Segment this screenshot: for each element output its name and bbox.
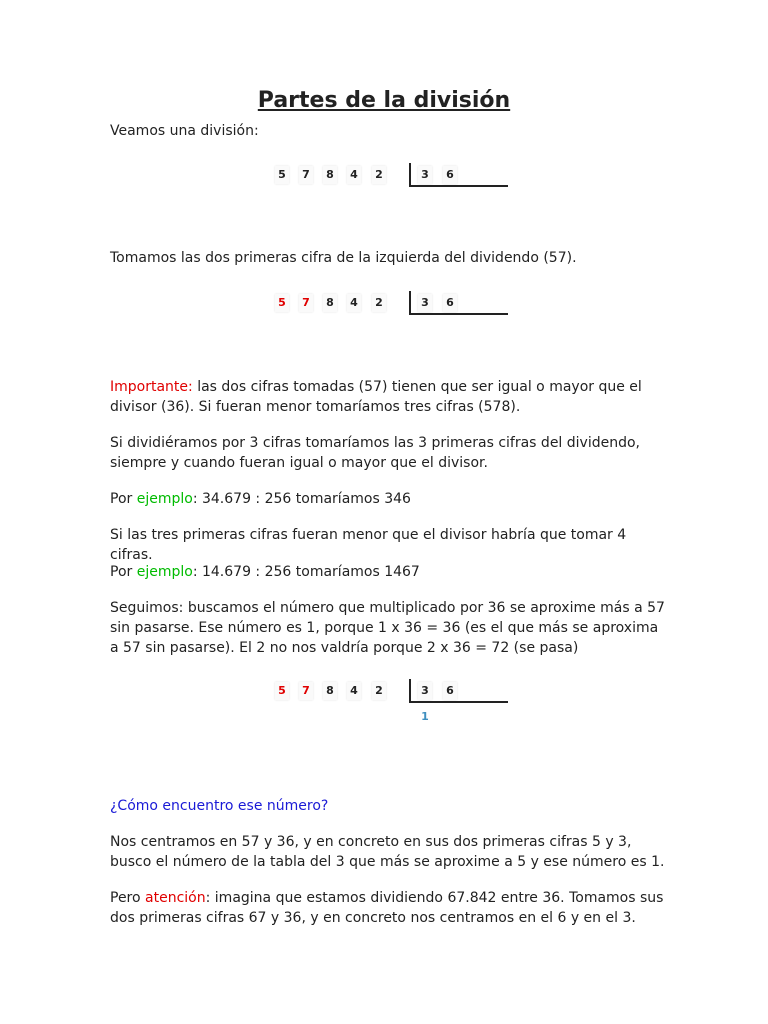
dividend-digit-highlighted: 7 bbox=[299, 294, 313, 312]
dividend-digit: 8 bbox=[323, 166, 337, 184]
ejemplo-prefix: Por bbox=[110, 564, 137, 580]
dividend-digit: 2 bbox=[372, 166, 386, 184]
page-title: Partes de la división bbox=[257, 88, 511, 113]
division-vertical-bar bbox=[409, 163, 411, 185]
paragraph-nos-centramos: Nos centramos en 57 y 36, y en concreto en sus dos primeras cifras 5 y 3, busco el número de la tabla del 3 que más se aproxime a 5 y ese número es 1. bbox=[110, 834, 665, 870]
atencion-text: : imagina que estamos dividiendo 67.842 entre 36. Tomamos sus dos primeras cifras 67 y 36, y en concreto nos centramos en el 6 y en el 3. bbox=[110, 890, 664, 926]
dividend-digit: 8 bbox=[323, 294, 337, 312]
importante-label: Importante: bbox=[110, 379, 193, 395]
paragraph-tomamos: Tomamos las dos primeras cifra de la izquierda del dividendo (57). bbox=[110, 250, 577, 266]
dividend-digit: 7 bbox=[299, 166, 313, 184]
dividend-digit-highlighted: 7 bbox=[299, 682, 313, 700]
paragraph-si-las-tres: Si las tres primeras cifras fueran menor que el divisor habría que tomar 4 cifras. bbox=[110, 527, 627, 563]
paragraph-seguimos: Seguimos: buscamos el número que multiplicado por 36 se aproxime más a 57 sin pasarse. Ese número es 1, porque 1 x 36 = 36 (es el que más se aproxima a 57 sin pasarse). El 2 no nos valdría porque 2 x 36 = 72 (se pasa) bbox=[110, 600, 665, 656]
division-horizontal-bar bbox=[409, 185, 508, 187]
divisor-digit: 3 bbox=[418, 166, 432, 184]
paragraph-atencion bbox=[110, 888, 670, 928]
dividend-digit: 8 bbox=[323, 682, 337, 700]
division-diagram-3 bbox=[275, 682, 525, 722]
paragraph-importante bbox=[110, 377, 670, 417]
ejemplo-word: ejemplo bbox=[136, 491, 193, 507]
divisor-digit: 6 bbox=[443, 682, 457, 700]
divisor-digit: 3 bbox=[418, 294, 432, 312]
dividend-digit: 2 bbox=[372, 682, 386, 700]
question-heading: ¿Cómo encuentro ese número? bbox=[110, 798, 329, 814]
ejemplo-prefix: Por bbox=[110, 491, 137, 507]
division-diagram-2 bbox=[275, 294, 525, 334]
divisor-digit: 6 bbox=[443, 166, 457, 184]
intro-text: Veamos una división: bbox=[110, 123, 259, 139]
division-vertical-bar bbox=[409, 679, 411, 701]
dividend-digit: 5 bbox=[275, 166, 289, 184]
quotient-digit: 1 bbox=[421, 710, 429, 723]
division-horizontal-bar bbox=[409, 313, 508, 315]
dividend-digit: 4 bbox=[347, 682, 361, 700]
paragraph-ejemplo-1 bbox=[110, 489, 670, 509]
paragraph-ejemplo-2 bbox=[110, 562, 670, 582]
dividend-digit: 4 bbox=[347, 166, 361, 184]
division-vertical-bar bbox=[409, 291, 411, 313]
divisor-digit: 6 bbox=[443, 294, 457, 312]
atencion-prefix: Pero bbox=[110, 890, 146, 906]
paragraph-si-dividieramos: Si dividiéramos por 3 cifras tomaríamos las 3 primeras cifras del dividendo, siempre y cuando fueran igual o mayor que el divisor. bbox=[110, 435, 640, 471]
dividend-digit-highlighted: 5 bbox=[275, 682, 289, 700]
ejemplo-word: ejemplo bbox=[136, 564, 193, 580]
atencion-word: atención bbox=[145, 890, 206, 906]
division-horizontal-bar bbox=[409, 701, 508, 703]
ejemplo-text: : 14.679 : 256 tomaríamos 1467 bbox=[192, 564, 420, 580]
dividend-digit: 2 bbox=[372, 294, 386, 312]
ejemplo-text: : 34.679 : 256 tomaríamos 346 bbox=[192, 491, 411, 507]
dividend-digit: 4 bbox=[347, 294, 361, 312]
divisor-digit: 3 bbox=[418, 682, 432, 700]
division-diagram-1 bbox=[275, 166, 525, 206]
dividend-digit-highlighted: 5 bbox=[275, 294, 289, 312]
importante-text: las dos cifras tomadas (57) tienen que ser igual o mayor que el divisor (36). Si fueran menor tomaríamos tres cifras (578). bbox=[110, 379, 642, 415]
